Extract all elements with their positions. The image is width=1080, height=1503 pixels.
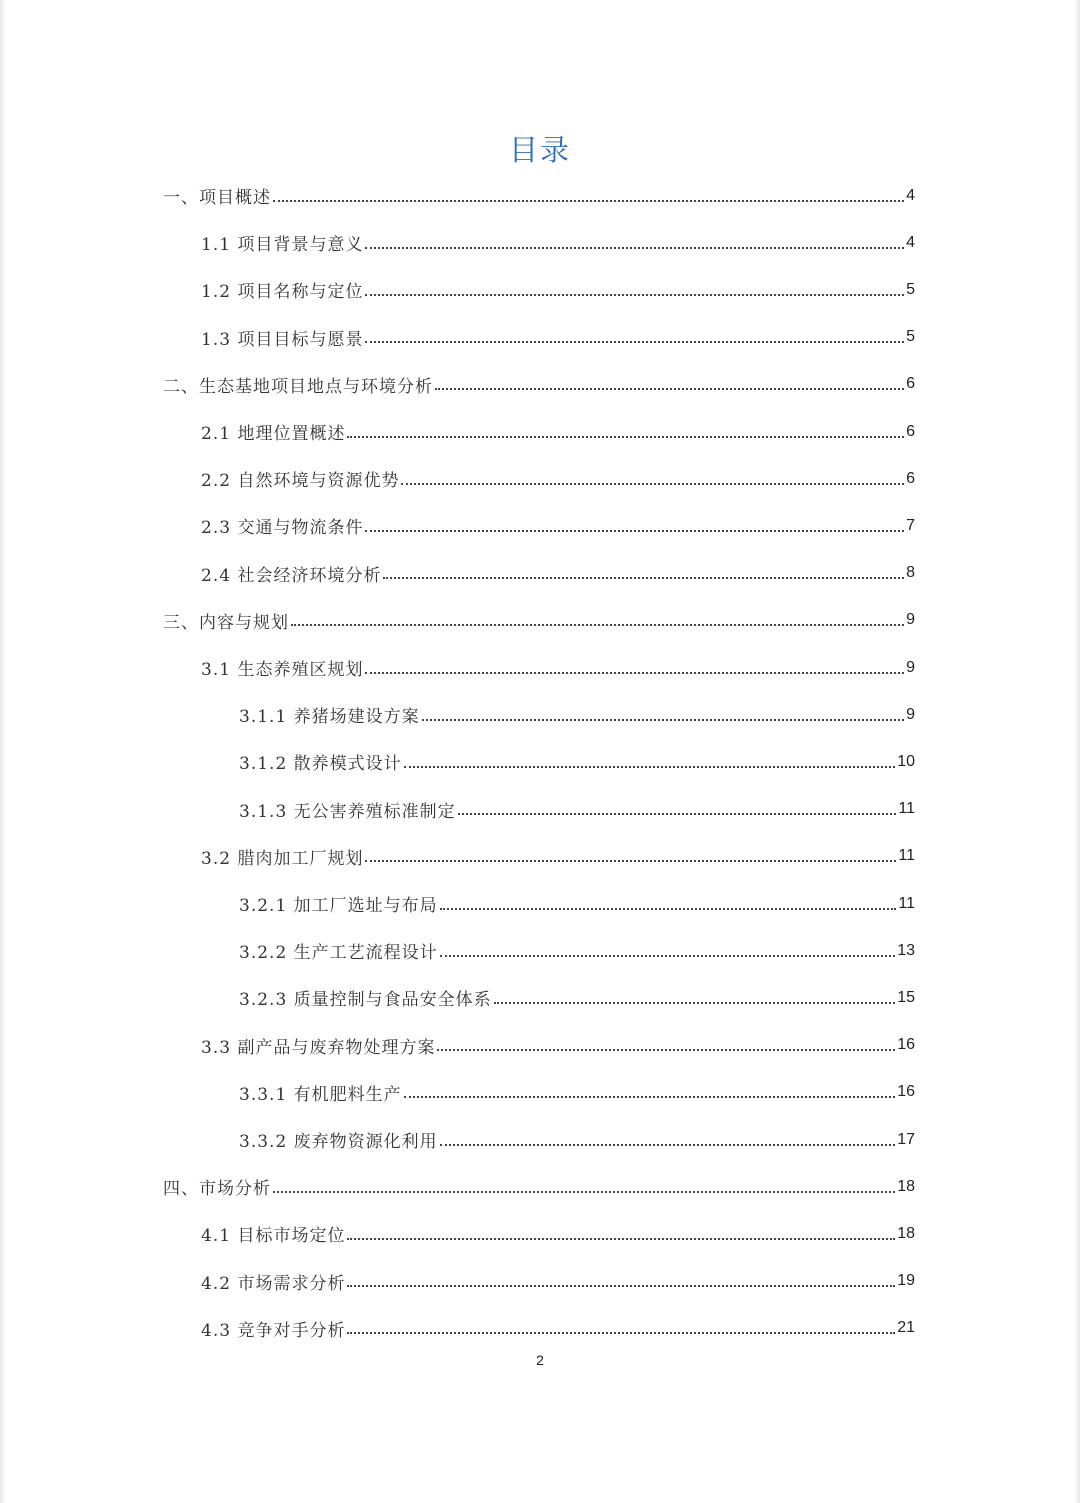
toc-entry[interactable] xyxy=(239,880,915,927)
toc-entry-label: 一、项目概述 xyxy=(163,188,271,208)
toc-dot-leader xyxy=(494,1002,896,1004)
toc-entry[interactable] xyxy=(201,1258,915,1305)
toc-dot-leader xyxy=(347,436,904,438)
page-edge-shadow-right xyxy=(1074,0,1080,1503)
toc-entry-page: 16 xyxy=(897,1083,915,1101)
toc-entry-label: 3.1.2 散养模式设计 xyxy=(239,754,402,775)
toc-entry-page: 9 xyxy=(906,611,915,629)
toc-entry-label: 二、生态基地项目地点与环境分析 xyxy=(163,376,433,397)
toc-dot-leader xyxy=(383,577,904,579)
toc-dot-leader xyxy=(440,1144,896,1146)
toc-entry-page: 5 xyxy=(906,280,915,298)
toc-entry-label: 1.1 项目背景与意义 xyxy=(201,235,364,256)
toc-title: 目录 xyxy=(508,133,571,167)
toc-entry-label: 三、内容与规划 xyxy=(163,612,289,633)
toc-dot-leader xyxy=(365,247,904,249)
toc-dot-leader xyxy=(365,530,904,532)
toc-entry-page: 18 xyxy=(897,1177,915,1195)
page-number: 2 xyxy=(536,1352,544,1368)
toc-entry[interactable] xyxy=(163,172,915,219)
toc-entry-label: 3.3 副产品与废弃物处理方案 xyxy=(201,1037,436,1058)
toc-dot-leader xyxy=(291,624,904,626)
toc-entry[interactable] xyxy=(239,691,915,738)
toc-entry-label: 4.3 竞争对手分析 xyxy=(201,1320,346,1341)
toc-entry[interactable] xyxy=(163,1163,915,1210)
toc-dot-leader xyxy=(435,388,904,390)
toc-entry[interactable] xyxy=(201,1210,915,1257)
toc-dot-leader xyxy=(404,1096,896,1098)
toc-entry[interactable] xyxy=(239,786,915,833)
toc-entry-label: 3.3.1 有机肥料生产 xyxy=(239,1084,402,1105)
toc-dot-leader xyxy=(273,1191,895,1193)
toc-entry-page: 6 xyxy=(906,375,915,393)
toc-entry-label: 4.2 市场需求分析 xyxy=(201,1273,346,1294)
toc-entry[interactable] xyxy=(201,1022,915,1069)
toc-entry-page: 19 xyxy=(897,1272,915,1290)
toc-entry[interactable] xyxy=(201,219,915,266)
toc-entry-label: 1.2 项目名称与定位 xyxy=(201,282,364,303)
toc-entry-label: 2.1 地理位置概述 xyxy=(201,424,346,444)
toc-dot-leader xyxy=(437,1049,895,1051)
toc-dot-leader xyxy=(347,1285,895,1287)
toc-entry-page: 13 xyxy=(897,941,915,959)
toc-entry[interactable] xyxy=(163,597,915,644)
toc-entry[interactable] xyxy=(239,1069,915,1116)
toc-entry[interactable] xyxy=(201,644,915,691)
toc-dot-leader xyxy=(365,860,896,862)
toc-entry[interactable] xyxy=(201,455,915,502)
toc-entry[interactable] xyxy=(239,738,915,785)
toc-entry-label: 3.3.2 废弃物资源化利用 xyxy=(239,1132,438,1152)
toc-entry-label: 4.1 目标市场定位 xyxy=(201,1226,346,1247)
toc-dot-leader xyxy=(365,672,904,674)
toc-entry-page: 6 xyxy=(906,469,915,487)
toc-entry-label: 3.1.3 无公害养殖标准制定 xyxy=(239,801,456,822)
toc-entry[interactable] xyxy=(201,314,915,361)
toc-entry-page: 7 xyxy=(906,516,915,534)
toc-entry[interactable] xyxy=(201,502,915,549)
toc-entry-page: 16 xyxy=(897,1036,915,1054)
toc-entry[interactable] xyxy=(201,408,915,455)
toc-dot-leader xyxy=(404,766,896,768)
toc-dot-leader xyxy=(347,1332,895,1334)
toc-entry[interactable] xyxy=(239,927,915,974)
toc-dot-leader xyxy=(440,955,896,957)
toc-entry-page: 5 xyxy=(906,328,915,346)
toc-entry-label: 3.2 腊肉加工厂规划 xyxy=(201,848,364,869)
toc-entry-page: 18 xyxy=(897,1224,915,1242)
toc-entry[interactable] xyxy=(239,974,915,1021)
page-edge-shadow-left xyxy=(0,0,6,1503)
toc-entry-label: 2.4 社会经济环境分析 xyxy=(201,565,382,586)
toc-entry-label: 四、市场分析 xyxy=(163,1179,271,1200)
toc-dot-leader xyxy=(365,294,904,296)
toc-entry[interactable] xyxy=(163,361,915,408)
toc-dot-leader xyxy=(440,908,897,910)
toc-entry-label: 2.2 自然环境与资源优势 xyxy=(201,471,400,492)
toc-entry-label: 3.2.3 质量控制与食品安全体系 xyxy=(239,990,492,1011)
toc-dot-leader xyxy=(401,483,904,485)
toc-entry-page: 11 xyxy=(898,894,915,912)
toc-entry-label: 2.3 交通与物流条件 xyxy=(201,518,364,539)
toc-dot-leader xyxy=(365,341,904,343)
toc-entry[interactable] xyxy=(201,550,915,597)
toc-dot-leader xyxy=(422,719,904,721)
toc-entry-page: 4 xyxy=(906,233,915,251)
toc-entry[interactable] xyxy=(201,266,915,313)
toc-entry-label: 3.2.2 生产工艺流程设计 xyxy=(239,943,438,964)
toc-entry-page: 4 xyxy=(906,186,915,204)
toc-entry[interactable] xyxy=(201,833,915,880)
toc-dot-leader xyxy=(347,1238,895,1240)
toc-entry-label: 3.1 生态养殖区规划 xyxy=(201,660,364,680)
toc-entry-page: 9 xyxy=(906,658,915,676)
toc-entry-page: 9 xyxy=(906,705,915,723)
toc-entry[interactable] xyxy=(201,1305,915,1352)
toc-entry-page: 17 xyxy=(897,1130,915,1148)
toc-dot-leader xyxy=(273,200,904,202)
toc-entry-page: 15 xyxy=(897,988,915,1006)
toc-dot-leader xyxy=(458,813,897,815)
toc-entry-page: 11 xyxy=(898,800,915,818)
toc-entry-label: 3.2.1 加工厂选址与布局 xyxy=(239,896,438,916)
toc-entry-label: 3.1.1 养猪场建设方案 xyxy=(239,707,420,728)
toc-entry-label: 1.3 项目目标与愿景 xyxy=(201,329,364,350)
toc-entry-page: 6 xyxy=(906,422,915,440)
toc-entry-page: 8 xyxy=(906,564,915,582)
toc-entry[interactable] xyxy=(239,1116,915,1163)
toc-entry-page: 11 xyxy=(898,847,915,865)
toc-entry-page: 21 xyxy=(897,1319,915,1337)
toc-entry-page: 10 xyxy=(897,752,915,770)
